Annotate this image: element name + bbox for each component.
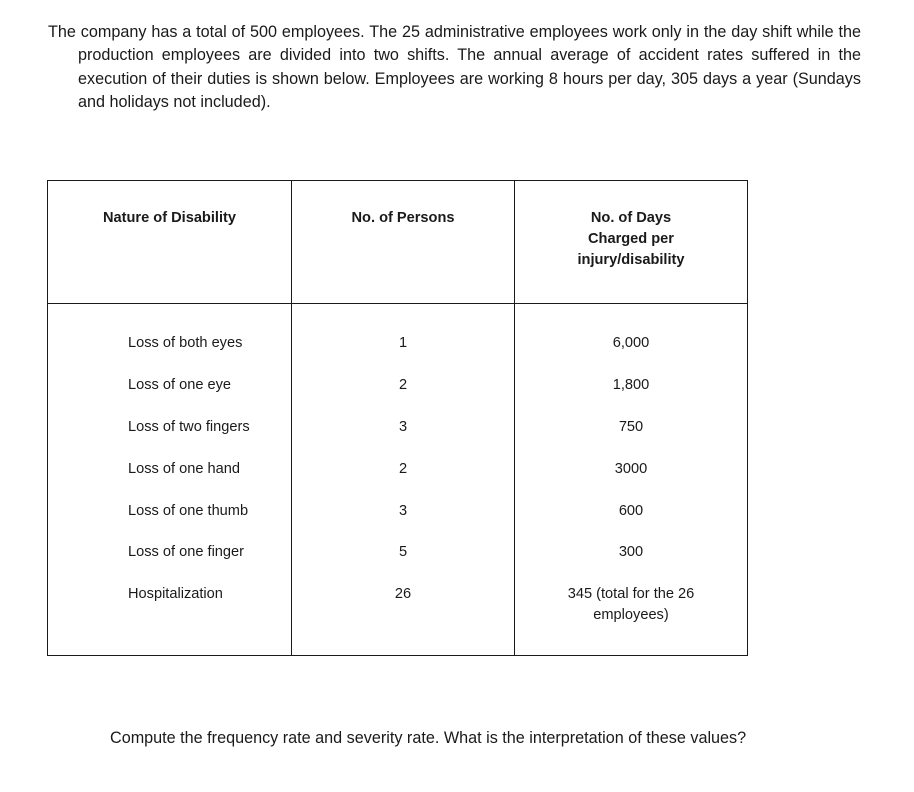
accident-table bbox=[47, 180, 748, 656]
cell-nature: Hospitalization bbox=[48, 584, 292, 655]
cell-persons: 2 bbox=[292, 459, 515, 501]
cell-days: 1,800 bbox=[515, 375, 748, 417]
table-row bbox=[48, 542, 748, 584]
cell-persons: 5 bbox=[292, 542, 515, 584]
cell-nature: Loss of one hand bbox=[48, 459, 292, 501]
accident-table-container bbox=[47, 180, 747, 656]
cell-persons: 3 bbox=[292, 501, 515, 543]
cell-nature: Loss of two fingers bbox=[48, 417, 292, 459]
header-no-of-days-charged: No. of Days Charged per injury/disability bbox=[515, 181, 748, 304]
cell-nature: Loss of one finger bbox=[48, 542, 292, 584]
table-row bbox=[48, 304, 748, 376]
header-no-of-persons: No. of Persons bbox=[292, 181, 515, 304]
cell-days: 345 (total for the 26 employees) bbox=[515, 584, 748, 655]
table-row bbox=[48, 375, 748, 417]
cell-days: 750 bbox=[515, 417, 748, 459]
cell-days: 600 bbox=[515, 501, 748, 543]
cell-persons: 1 bbox=[292, 304, 515, 376]
cell-nature: Loss of both eyes bbox=[48, 304, 292, 376]
cell-days: 3000 bbox=[515, 459, 748, 501]
table-row bbox=[48, 459, 748, 501]
cell-nature: Loss of one thumb bbox=[48, 501, 292, 543]
cell-persons: 26 bbox=[292, 584, 515, 655]
problem-statement: The company has a total of 500 employees. The 25 administrative employees work only in the day shift while the production employees are divided into two shifts. The annual average of accident rates suffered in the execution of their duties is shown below. Employees are working 8 hours per day, 305 days a year (Sundays and holidays not included). bbox=[48, 23, 861, 111]
question-text: Compute the frequency rate and severity rate. What is the interpretation of these values? bbox=[110, 729, 747, 747]
cell-days: 300 bbox=[515, 542, 748, 584]
cell-nature: Loss of one eye bbox=[48, 375, 292, 417]
cell-persons: 3 bbox=[292, 417, 515, 459]
table-row bbox=[48, 584, 748, 655]
cell-persons: 2 bbox=[292, 375, 515, 417]
table-row bbox=[48, 417, 748, 459]
table-header-row bbox=[48, 181, 748, 304]
header-nature-of-disability: Nature of Disability bbox=[48, 181, 292, 304]
cell-days: 6,000 bbox=[515, 304, 748, 376]
table-row bbox=[48, 501, 748, 543]
